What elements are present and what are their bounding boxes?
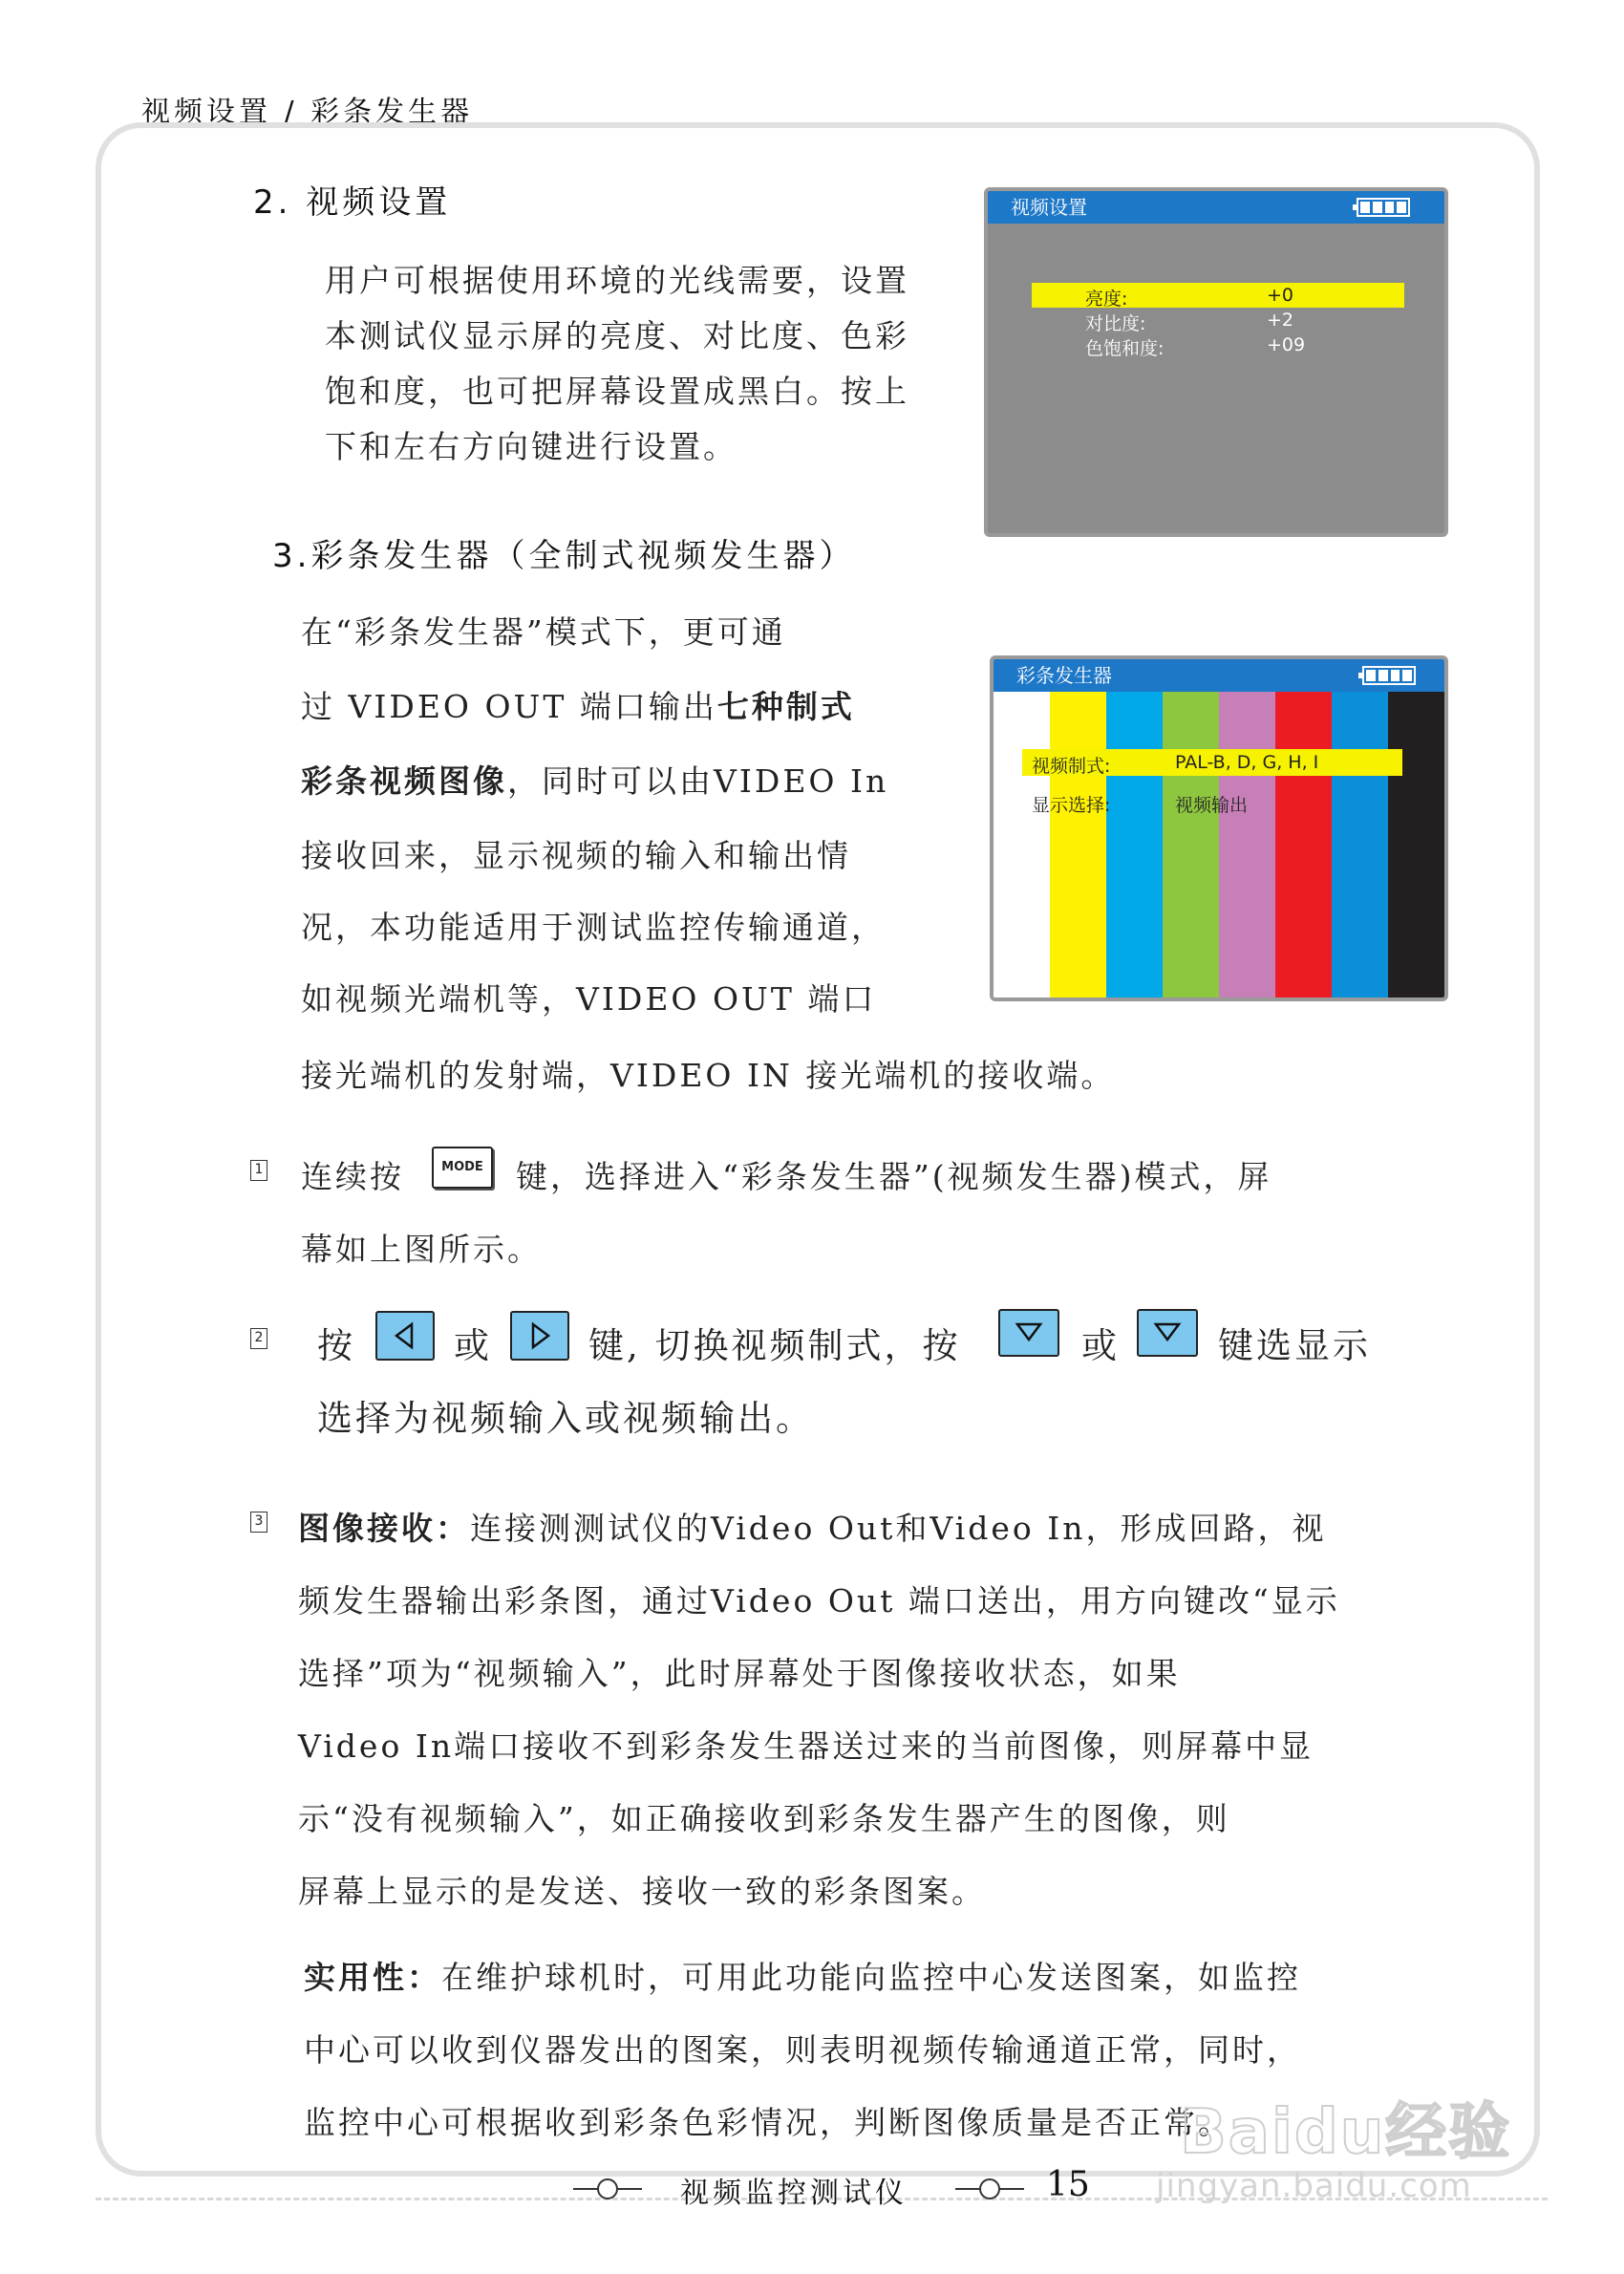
battery-icon — [1362, 666, 1416, 685]
color-bar-red — [1275, 692, 1332, 998]
step-2-text: 或 — [454, 1325, 492, 1366]
section-2-line: 下和左右方向键进行设置。 — [325, 428, 737, 465]
step-3-text: 连接测测试仪的Video Out和Video In，形成回路，视 — [470, 1510, 1327, 1547]
step-3-line: 示“没有视频输入”，如正确接收到彩条发生器产生的图像，则 — [298, 1800, 1230, 1837]
color-bar-blue — [1332, 692, 1388, 998]
left-arrow-key-icon — [375, 1311, 435, 1361]
section-3-text: ，同时可以由VIDEO In — [507, 762, 889, 800]
section-3-line — [301, 682, 855, 727]
video-standard-label: 视频制式: — [1032, 756, 1111, 777]
color-bar-white — [994, 692, 1050, 998]
section-3-line — [301, 757, 888, 802]
step-3-line: 屏幕上显示的是发送、接收一致的彩条图案。 — [298, 1873, 986, 1910]
page-number: 15 — [1046, 2165, 1090, 2204]
baidu-watermark-url: jingyan.baidu.com — [1156, 2167, 1472, 2205]
saturation-label: 色饱和度: — [1085, 338, 1165, 359]
footer-ornament-circle — [597, 2178, 618, 2199]
saturation-value: +09 — [1267, 334, 1306, 355]
contrast-value: +2 — [1267, 310, 1294, 331]
color-bar-magenta — [1219, 692, 1275, 998]
color-bar-yellow — [1050, 692, 1106, 998]
display-select-label: 显示选择: — [1032, 795, 1111, 816]
step-3-label: 图像接收： — [298, 1510, 470, 1547]
screen-title: 彩条发生器 — [994, 659, 1444, 692]
section-3-line: 况，本功能适用于测试监控传输通道， — [301, 909, 886, 946]
color-bar-screen — [990, 655, 1448, 1001]
header-breadcrumb: 视频设置 / 彩条发生器 — [141, 96, 474, 129]
down-arrow-key-icon — [1137, 1309, 1198, 1357]
step-1-number: 1 — [250, 1160, 267, 1181]
color-bar-green — [1163, 692, 1219, 998]
color-bar-black — [1388, 692, 1444, 998]
step-1-text: 键，选择进入“彩条发生器”(视频发生器)模式，屏 — [516, 1158, 1272, 1195]
step-1-text: 幕如上图所示。 — [301, 1231, 542, 1268]
color-bars — [994, 692, 1444, 998]
brightness-value: +0 — [1267, 285, 1294, 306]
screen-title: 视频设置 — [988, 191, 1444, 224]
section-3-line: 接光端机的发射端，VIDEO IN 接光端机的接收端。 — [301, 1057, 1116, 1094]
mode-key-icon: MODE — [432, 1147, 493, 1189]
section-3-text: 过 VIDEO OUT 端口输出 — [301, 688, 717, 725]
baidu-watermark-logo: Baidu经验 — [1180, 2097, 1512, 2168]
step-3-number: 3 — [250, 1512, 267, 1533]
step-2-number: 2 — [250, 1328, 267, 1349]
step-2-text: 按 — [317, 1325, 355, 1366]
down-arrow-key-icon — [998, 1309, 1059, 1357]
brightness-label: 亮度: — [1085, 289, 1128, 310]
practical-text: 在维护球机时，可用此功能向监控中心发送图案，如监控 — [441, 1959, 1301, 1996]
practical-line — [304, 1953, 1301, 1998]
step-3-line: Video In端口接收不到彩条发生器送过来的当前图像，则屏幕中显 — [298, 1727, 1314, 1765]
section-2-line: 用户可根据使用环境的光线需要，设置 — [325, 262, 909, 299]
section-2-line: 饱和度，也可把屏幕设置成黑白。按上 — [325, 373, 909, 410]
color-bar-cyan — [1106, 692, 1163, 998]
footer-ornament-circle — [979, 2178, 1000, 2199]
practical-line: 监控中心可根据收到彩条色彩情况，判断图像质量是否正常。 — [304, 2104, 1232, 2141]
display-select-value: 视频输出 — [1175, 795, 1249, 816]
section-3-bold-text: 彩条视频图像 — [301, 762, 507, 800]
step-2-text: 或 — [1081, 1325, 1120, 1366]
section-3-heading: 3.彩条发生器（全制式视频发生器） — [272, 537, 856, 575]
section-3-bold-text: 七种制式 — [716, 688, 855, 725]
section-3-line: 接收回来，显示视频的输入和输出情 — [301, 837, 851, 874]
step-2-text: 键选显示 — [1218, 1325, 1371, 1366]
video-settings-screen — [984, 187, 1448, 537]
step-2-text: 选择为视频输入或视频输出。 — [317, 1398, 814, 1439]
contrast-label: 对比度: — [1085, 313, 1146, 334]
step-2-text: 键, 切换视频制式，按 — [588, 1325, 961, 1366]
step-3-line: 选择”项为“视频输入”，此时屏幕处于图像接收状态，如果 — [298, 1655, 1181, 1692]
practical-label: 实用性： — [304, 1959, 441, 1996]
video-standard-value: PAL-B, D, G, H, I — [1175, 752, 1319, 773]
section-2-heading: 2. 视频设置 — [253, 183, 452, 222]
footer-title: 视频监控测试仪 — [680, 2177, 908, 2210]
right-arrow-key-icon — [510, 1311, 569, 1361]
step-3-line — [298, 1504, 1327, 1549]
step-3-line: 频发生器输出彩条图，通过Video Out 端口送出，用方向键改“显示 — [298, 1582, 1340, 1620]
section-3-line: 如视频光端机等，VIDEO OUT 端口 — [301, 980, 877, 1018]
step-1-text: 连续按 — [301, 1158, 404, 1195]
battery-icon — [1357, 198, 1410, 217]
section-3-line: 在“彩条发生器”模式下，更可通 — [301, 613, 786, 651]
section-2-line: 本测试仪显示屏的亮度、对比度、色彩 — [325, 317, 909, 354]
practical-line: 中心可以收到仪器发出的图案，则表明视频传输通道正常，同时， — [304, 2031, 1301, 2069]
